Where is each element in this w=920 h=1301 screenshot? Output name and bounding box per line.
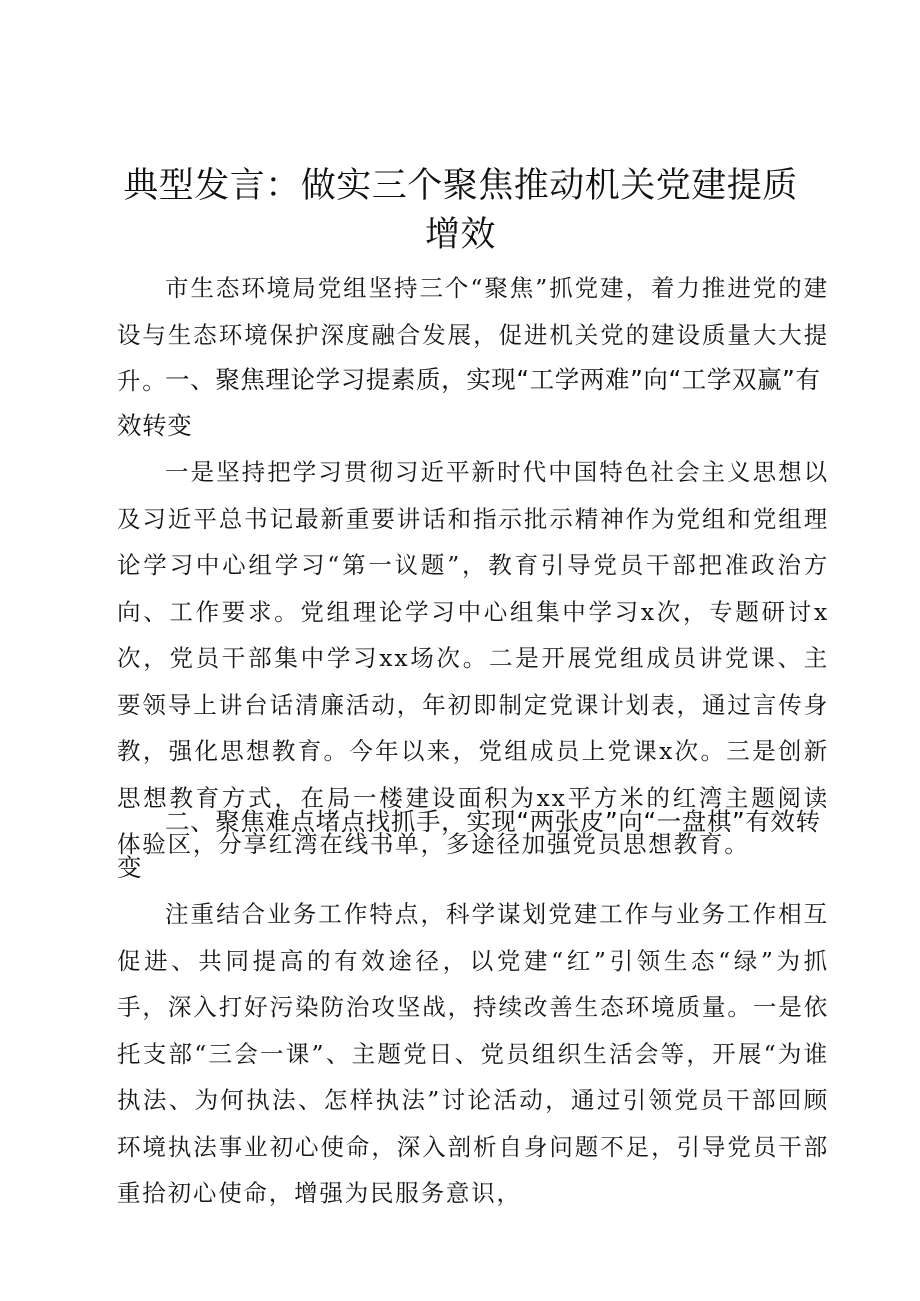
section-1-body: 一是坚持把学习贯彻习近平新时代中国特色社会主义思想以及习近平总书记最新重要讲话和指示批示精神作为党组和党组理论学习中心组学习“第一议题”，教育引导党员干部把准政治方向、工作要求。党组理论学习中心组集中学习x次，专题研讨x次，党员干部集中学习xx场次。二是开展党组成员讲党课、主要领导上讲台话清廉活动，年初即制定党课计划表，通过言传身教，强化思想教育。今年以来，党组成员上党课x次。三是创新思想教育方式，在局一楼建设面积为xx平方米的红湾主题阅读体验区，分享红湾在线书单，多途径加强党员思想教育。 [117, 458, 829, 858]
section-2-heading: 二、聚焦难点堵点找抓手，实现“两张皮”向“一盘棋”有效转变 [117, 807, 821, 882]
document-title: 典型发言：做实三个聚焦推动机关党建提质增效 [123, 166, 798, 255]
intro-paragraph: 市生态环境局党组坚持三个“聚焦”抓党建，着力推进党的建设与生态环境保护深度融合发展，促进机关党的建设质量大大提升。 [117, 274, 829, 395]
section-1-heading: 一、聚焦理论学习提素质，实现“工学两难”向“工学双赢”有效转变 [117, 365, 821, 440]
section-2-body: 注重结合业务工作特点，科学谋划党建工作与业务工作相互促进、共同提高的有效途径，以党建“红”引领生态“绿”为抓手，深入打好污染防治攻坚战，持续改善生态环境质量。一是依托支部“三会一课”、主题党日、党员组织生活会等，开展“为谁执法、为何执法、怎样执法”讨论活动，通过引领党员干部回顾环境执法事业初心使命，深入剖析自身问题不足，引导党员干部重拾初心使命，增强为民服务意识， [117, 900, 829, 1207]
